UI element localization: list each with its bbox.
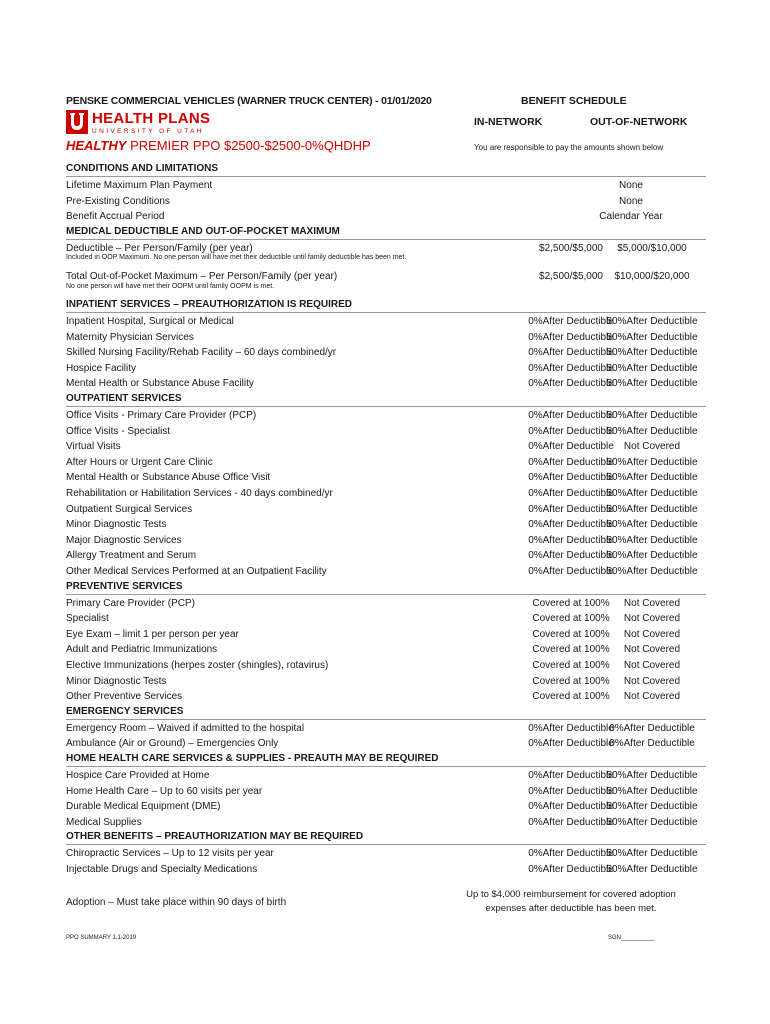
benefit-row — [66, 517, 706, 533]
out-of-network-value: 50%After Deductible — [606, 864, 698, 875]
section-heading-label: HOME HEALTH CARE SERVICES & SUPPLIES - PREAUTH MAY BE REQUIRED — [66, 753, 439, 764]
in-network-value: $2,500/$5,000 — [539, 242, 603, 254]
benefit-value: None — [619, 195, 643, 207]
out-of-network-value: $10,000/$20,000 — [614, 271, 690, 283]
benefit-label: Emergency Room – Waived if admitted to the hospital — [66, 722, 305, 734]
benefit-label: Other Preventive Services — [66, 691, 183, 703]
out-of-network-value: 0%After Deductible — [609, 722, 695, 734]
in-network-value: Covered at 100% — [532, 660, 610, 671]
benefit-row — [66, 533, 706, 549]
in-network-value: Covered at 100% — [532, 644, 610, 656]
benefit-label: Other Medical Services Performed at an Outpatient Facility — [66, 566, 327, 577]
in-network-value: 0%After Deductible — [528, 801, 614, 813]
adoption-value: Up to $4,000 reimbursement for covered adoption expenses after deductible has been met. — [466, 889, 676, 914]
benefit-row — [66, 376, 706, 392]
benefit-label: Durable Medical Equipment (DME) — [66, 801, 221, 813]
in-network-value: 0%After Deductible — [528, 550, 614, 562]
section-heading-label: OTHER BENEFITS – PREAUTHORIZATION MAY BE REQUIRED — [66, 831, 364, 843]
in-network-heading: IN-NETWORK — [474, 116, 543, 128]
benefit-row — [66, 439, 706, 455]
out-of-network-value: 50%After Deductible — [606, 472, 698, 484]
out-of-network-value: 50%After Deductible — [606, 785, 698, 797]
in-network-value: 0%After Deductible — [528, 410, 614, 421]
benefit-label: Ambulance (Air or Ground) – Emergencies Only — [66, 738, 279, 750]
out-of-network-value: 50%After Deductible — [606, 566, 698, 577]
in-network-value: Covered at 100% — [532, 691, 610, 703]
section-heading — [66, 392, 706, 407]
benefit-label: Eye Exam – limit 1 per person per year — [66, 628, 239, 640]
brand-text: HEALTHY — [66, 138, 127, 153]
out-of-network-value: 50%After Deductible — [606, 534, 698, 546]
benefit-label: Hospice Facility — [66, 362, 137, 374]
out-of-network-value: 50%After Deductible — [606, 425, 698, 437]
benefit-label: Total Out-of-Pocket Maximum – Per Person/Family (per year) — [66, 271, 338, 283]
out-of-network-value: $5,000/$10,000 — [617, 242, 687, 254]
out-of-network-value: 50%After Deductible — [606, 550, 698, 562]
out-of-network-value: 50%After Deductible — [606, 331, 698, 343]
section-heading-label: PREVENTIVE SERVICES — [66, 580, 183, 592]
benefit-label: Inpatient Hospital, Surgical or Medical — [66, 316, 234, 327]
out-of-network-value: Not Covered — [623, 675, 681, 687]
benefit-row — [66, 548, 706, 564]
out-of-network-value: 50%After Deductible — [606, 456, 698, 468]
out-of-network-value: 0%After Deductible — [609, 738, 695, 750]
benefit-label: Office Visits - Primary Care Provider (PCP) — [66, 410, 257, 421]
benefit-schedule-heading: BENEFIT SCHEDULE — [521, 95, 627, 107]
benefit-label: Lifetime Maximum Plan Payment — [66, 180, 213, 191]
benefit-label: Adult and Pediatric Immunizations — [66, 644, 218, 656]
benefit-row — [66, 596, 706, 612]
in-network-value: $2,500/$5,000 — [539, 271, 603, 283]
in-network-value: 0%After Deductible — [528, 331, 614, 343]
benefit-label: Pre-Existing Conditions — [66, 195, 170, 207]
in-network-value: 0%After Deductible — [528, 316, 614, 327]
in-network-value: 0%After Deductible — [528, 503, 614, 515]
benefit-row — [66, 209, 706, 225]
benefit-label: Injectable Drugs and Specialty Medications — [66, 864, 258, 875]
section-heading-label: CONDITIONS AND LIMITATIONS — [66, 163, 219, 174]
logo-subtitle: UNIVERSITY OF UTAH — [92, 128, 204, 135]
out-of-network-value: Not Covered — [623, 691, 681, 703]
footnote: No one person will have met their OOPM until family OOPM is met. — [66, 283, 275, 290]
out-of-network-value: 50%After Deductible — [606, 378, 698, 390]
out-of-network-value: 50%After Deductible — [606, 362, 698, 374]
document-title: PENSKE COMMERCIAL VEHICLES (WARNER TRUCK CENTER) - 01/01/2020 — [66, 95, 432, 107]
out-of-network-value: 50%After Deductible — [606, 410, 698, 421]
out-of-network-value: 50%After Deductible — [606, 316, 698, 327]
benefit-label: Benefit Accrual Period — [66, 211, 165, 223]
plan-title: PREMIER PPO $2500-$2500-0%QHDHP — [130, 138, 371, 153]
benefit-row — [66, 564, 706, 580]
in-network-value: Covered at 100% — [532, 628, 610, 640]
in-network-value: 0%After Deductible — [528, 848, 614, 860]
out-of-network-value: 50%After Deductible — [606, 801, 698, 813]
out-of-network-value: 50%After Deductible — [606, 816, 698, 828]
in-network-value: 0%After Deductible — [528, 441, 614, 453]
in-network-value: 0%After Deductible — [528, 722, 614, 734]
in-network-value: 0%After Deductible — [528, 816, 614, 828]
section-heading — [66, 298, 706, 313]
out-of-network-value: Not Covered — [623, 441, 681, 453]
benefit-row — [66, 178, 706, 194]
benefit-value: Calendar Year — [599, 211, 663, 223]
out-of-network-value: 50%After Deductible — [606, 503, 698, 515]
benefit-row — [66, 674, 706, 690]
in-network-value: Covered at 100% — [532, 613, 610, 625]
in-network-value: 0%After Deductible — [528, 738, 614, 750]
in-network-value: 0%After Deductible — [528, 472, 614, 484]
benefit-label: Mental Health or Substance Abuse Office Visit — [66, 472, 271, 484]
benefit-row — [66, 658, 706, 674]
plan-name — [66, 138, 371, 153]
benefit-row — [66, 768, 706, 784]
benefit-row — [66, 611, 706, 627]
benefit-label: Elective Immunizations (herpes zoster (shingles), rotavirus) — [66, 660, 329, 671]
footer-signature: SGN__________ — [608, 935, 655, 941]
section-heading-label: OUTPATIENT SERVICES — [66, 393, 182, 404]
in-network-value: 0%After Deductible — [528, 347, 614, 359]
benefit-label: Rehabilitation or Habilitation Services - 40 days combined/yr — [66, 488, 333, 499]
benefit-row — [66, 361, 706, 377]
benefit-row — [66, 642, 706, 658]
section-heading — [66, 225, 706, 240]
footer-form-id: PPO SUMMARY 1.1-2019 — [66, 935, 137, 941]
in-network-value: 0%After Deductible — [528, 785, 614, 797]
logo-name: HEALTH PLANS — [92, 110, 211, 127]
out-of-network-value: 50%After Deductible — [606, 488, 698, 499]
in-network-value: 0%After Deductible — [528, 378, 614, 390]
section-heading — [66, 705, 706, 720]
benefit-row — [66, 689, 706, 705]
out-of-network-value: Not Covered — [623, 644, 681, 656]
benefit-row — [66, 424, 706, 440]
out-of-network-value: Not Covered — [623, 628, 681, 640]
benefit-label: Mental Health or Substance Abuse Facility — [66, 378, 254, 390]
in-network-value: 0%After Deductible — [528, 534, 614, 546]
benefit-label: Deductible – Per Person/Family (per year) — [66, 242, 253, 254]
benefit-label: Virtual Visits — [66, 441, 121, 453]
in-network-value: 0%After Deductible — [528, 566, 614, 577]
benefit-label: Medical Supplies — [66, 816, 142, 828]
benefit-row — [66, 408, 706, 424]
in-network-value: Covered at 100% — [532, 675, 610, 687]
section-heading-label: EMERGENCY SERVICES — [66, 705, 184, 717]
benefit-row — [66, 455, 706, 471]
benefit-row — [66, 502, 706, 518]
university-u-icon — [66, 110, 88, 134]
benefit-label: Minor Diagnostic Tests — [66, 519, 167, 531]
in-network-value: Covered at 100% — [532, 597, 610, 609]
benefit-row — [66, 862, 706, 878]
benefit-row — [66, 330, 706, 346]
benefit-row — [66, 486, 706, 502]
benefit-value: None — [619, 180, 643, 191]
in-network-value: 0%After Deductible — [528, 770, 614, 781]
out-of-network-value: 50%After Deductible — [606, 519, 698, 531]
section-heading — [66, 162, 706, 177]
benefit-row — [66, 314, 706, 330]
benefit-label: Home Health Care – Up to 60 visits per year — [66, 785, 263, 797]
section-heading-label: MEDICAL DEDUCTIBLE AND OUT-OF-POCKET MAXIMUM — [66, 225, 340, 237]
in-network-value: 0%After Deductible — [528, 864, 614, 875]
benefit-label: Outpatient Surgical Services — [66, 503, 193, 515]
in-network-value: 0%After Deductible — [528, 488, 614, 499]
benefit-row — [66, 815, 706, 831]
benefit-label: Office Visits - Specialist — [66, 425, 171, 437]
out-of-network-value: 50%After Deductible — [606, 347, 698, 359]
section-heading-label: INPATIENT SERVICES – PREAUTHORIZATION IS REQUIRED — [66, 299, 352, 310]
out-of-network-heading: OUT-OF-NETWORK — [590, 116, 688, 128]
in-network-value: 0%After Deductible — [528, 456, 614, 468]
benefit-row — [66, 799, 706, 815]
benefit-label: Minor Diagnostic Tests — [66, 675, 167, 687]
benefit-label: After Hours or Urgent Care Clinic — [66, 456, 213, 468]
benefit-label: Hospice Care Provided at Home — [66, 770, 210, 781]
benefit-row — [66, 470, 706, 486]
benefit-row — [66, 846, 706, 862]
benefit-row — [66, 784, 706, 800]
adoption-label: Adoption – Must take place within 90 days of birth — [66, 897, 287, 908]
benefit-row — [66, 627, 706, 643]
section-heading — [66, 752, 706, 767]
out-of-network-value: Not Covered — [623, 660, 681, 671]
footnote: Included in OOP Maximum. No one person will have met their deductible until family deductible has been met. — [66, 254, 407, 262]
benefit-row — [66, 345, 706, 361]
in-network-value: 0%After Deductible — [528, 425, 614, 437]
section-heading — [66, 830, 706, 845]
benefit-row — [66, 194, 706, 210]
responsibility-note: You are responsible to pay the amounts shown below — [474, 143, 664, 152]
benefit-label: Maternity Physician Services — [66, 331, 194, 343]
out-of-network-value: Not Covered — [623, 613, 681, 625]
benefit-label: Specialist — [66, 613, 109, 625]
health-plans-logo — [66, 110, 266, 138]
out-of-network-value: 50%After Deductible — [606, 848, 698, 860]
in-network-value: 0%After Deductible — [528, 519, 614, 531]
benefit-row — [66, 721, 706, 737]
benefit-label: Primary Care Provider (PCP) — [66, 597, 195, 609]
benefit-label: Allergy Treatment and Serum — [66, 550, 197, 562]
out-of-network-value: Not Covered — [623, 597, 681, 609]
benefit-label: Skilled Nursing Facility/Rehab Facility – 60 days combined/yr — [66, 347, 337, 359]
in-network-value: 0%After Deductible — [528, 362, 614, 374]
section-heading — [66, 580, 706, 595]
out-of-network-value: 50%After Deductible — [606, 770, 698, 781]
benefit-label: Chiropractic Services – Up to 12 visits per year — [66, 848, 274, 860]
benefit-label: Major Diagnostic Services — [66, 534, 182, 546]
benefit-row — [66, 736, 706, 752]
